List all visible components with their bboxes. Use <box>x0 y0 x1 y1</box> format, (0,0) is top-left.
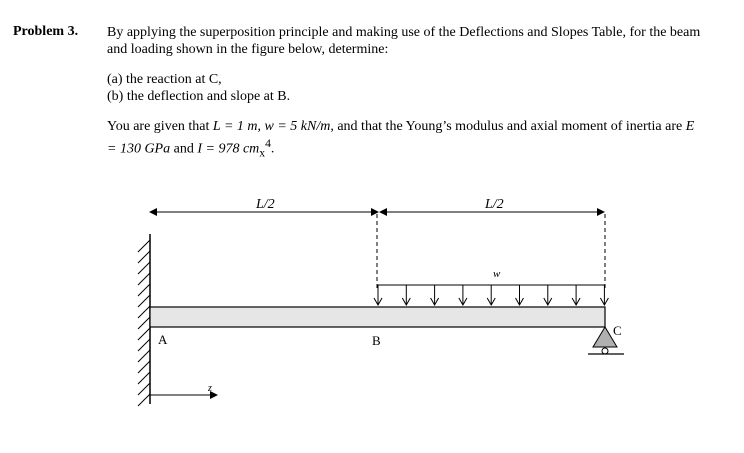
part-a: (a) the reaction at C, <box>107 72 222 87</box>
distributed-load <box>374 285 608 305</box>
given-length: L = 1 m <box>212 119 258 134</box>
load-arrow <box>487 285 495 305</box>
axis-z-label: z <box>208 383 212 394</box>
dim-right-label: L/2 <box>485 197 504 212</box>
given-load: w = 5 kN/m <box>264 119 331 134</box>
inertia-subscript: x <box>259 146 266 160</box>
wall-hatch-line <box>138 372 150 384</box>
problem-intro: By applying the superposition principle and making use of the Deflections and Slopes Table, for the beam and loading shown in the figure below, determine: <box>107 25 701 57</box>
inertia-superscript: 4 <box>265 137 271 150</box>
load-arrow <box>431 285 439 305</box>
load-arrow <box>544 285 552 305</box>
given-inertia: I = 978 cm <box>197 141 260 157</box>
wall-hatch-line <box>138 240 150 252</box>
load-arrow <box>402 285 410 305</box>
given-mid: , and that the Young’s modulus and axial moment of inertia are <box>330 119 686 134</box>
part-b: (b) the deflection and slope at B. <box>107 89 291 104</box>
wall-hatch-line <box>138 339 150 351</box>
wall-hatch-line <box>138 284 150 296</box>
beam <box>150 307 605 327</box>
problem-label: Problem 3. <box>13 24 79 39</box>
point-a-label: A <box>158 332 168 347</box>
given-modulus: E = 130 GPa <box>107 119 695 157</box>
fixed-wall <box>138 234 150 406</box>
load-arrow <box>459 285 467 305</box>
wall-hatch-line <box>138 394 150 406</box>
load-label: w <box>493 268 501 280</box>
wall-hatch-line <box>138 262 150 274</box>
given-prefix: You are given that <box>107 119 213 134</box>
wall-hatch-line <box>138 251 150 263</box>
wall-hatch-line <box>138 306 150 318</box>
wall-hatch-line <box>138 350 150 362</box>
wall-hatch-line <box>138 328 150 340</box>
given-end: . <box>270 141 275 157</box>
load-arrow <box>600 285 608 305</box>
wall-hatch-line <box>138 361 150 373</box>
given-and: and <box>170 141 198 157</box>
dim-left-label: L/2 <box>256 197 275 212</box>
point-b-label: B <box>372 333 381 348</box>
wall-hatch-line <box>138 295 150 307</box>
wall-hatch-line <box>138 383 150 395</box>
wall-hatch-line <box>138 273 150 285</box>
wall-hatch-line <box>138 317 150 329</box>
load-arrow <box>572 285 580 305</box>
load-arrow <box>374 285 382 305</box>
load-arrow <box>516 285 524 305</box>
given-values: You are given that L = 1 m, w = 5 kN/m, and that the Young’s modulus and axial moment of inertia are E = 130 GPa and I = 978 $cm_x^4$. <box>107 119 695 160</box>
point-c-label: C <box>613 323 622 338</box>
